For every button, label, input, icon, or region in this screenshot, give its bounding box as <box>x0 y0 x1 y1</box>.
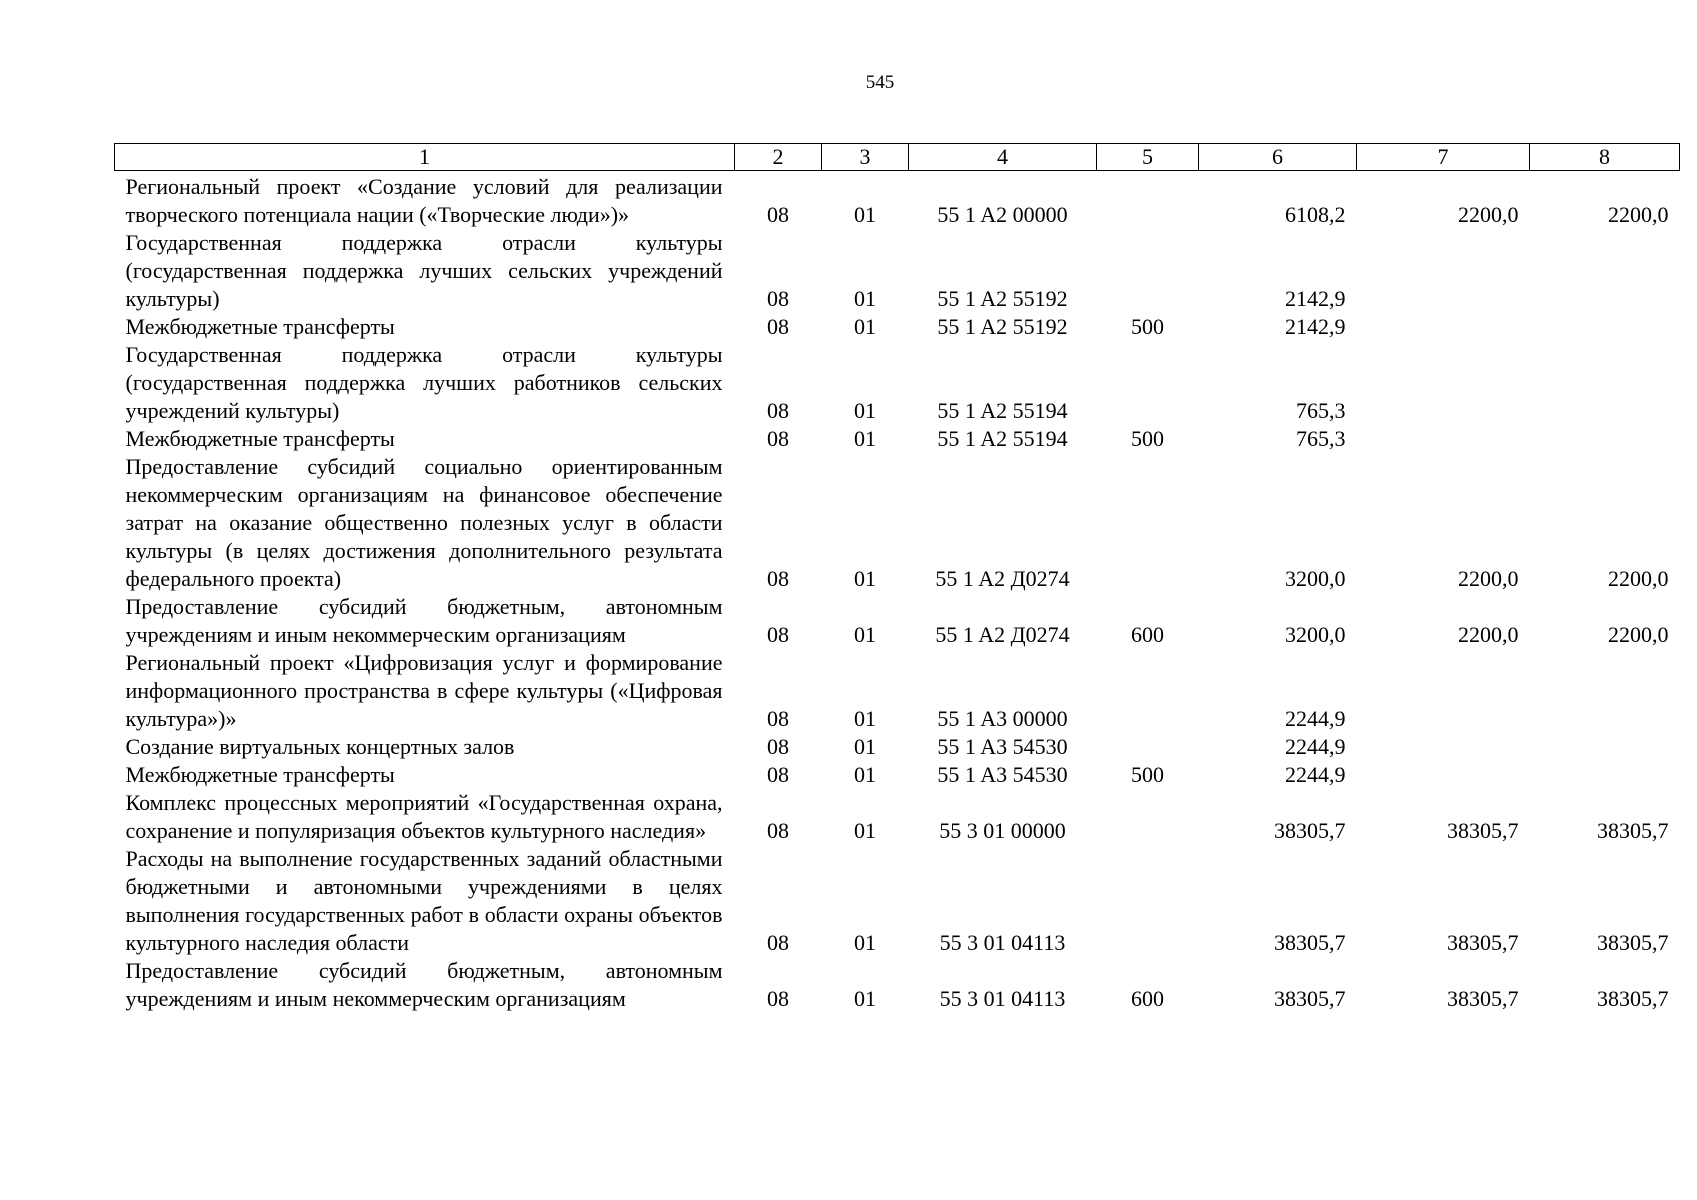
table-body <box>115 171 1680 1014</box>
amount-col-7: 2200,0 <box>1458 622 1519 647</box>
expense-type-code: 500 <box>1131 314 1164 339</box>
amount-col-6: 3200,0 <box>1285 566 1346 591</box>
table-row <box>115 789 1680 845</box>
expense-type-code: 500 <box>1131 762 1164 787</box>
amount-col-7 <box>1357 733 1530 761</box>
table-row <box>115 761 1680 789</box>
budget-table-container <box>114 143 1671 1013</box>
amount-col-6: 2244,9 <box>1285 706 1346 731</box>
target-article-code: 55 1 A3 00000 <box>937 706 1068 731</box>
item-description: Межбюджетные трансферты <box>125 426 395 451</box>
item-description: Комплекс процессных мероприятий «Государственная охрана, сохранение и популяризация объектов культурного наследия» <box>125 790 723 843</box>
subsection-code: 01 <box>854 314 876 339</box>
amount-col-6: 3200,0 <box>1285 622 1346 647</box>
amount-col-7: 2200,0 <box>1458 202 1519 227</box>
section-code: 08 <box>767 566 789 591</box>
amount-col-8 <box>1530 649 1680 733</box>
table-row <box>115 229 1680 313</box>
column-header: 6 <box>1199 144 1357 171</box>
subsection-code: 01 <box>854 734 876 759</box>
target-article-code: 55 3 01 04113 <box>939 930 1066 955</box>
column-header: 4 <box>909 144 1097 171</box>
section-code: 08 <box>767 314 789 339</box>
budget-table <box>114 143 1680 1013</box>
target-article-code: 55 1 A3 54530 <box>937 762 1068 787</box>
section-code: 08 <box>767 818 789 843</box>
column-header: 7 <box>1357 144 1530 171</box>
expense-type-code <box>1097 845 1199 957</box>
amount-col-7 <box>1357 425 1530 453</box>
amount-col-7: 38305,7 <box>1447 930 1519 955</box>
expense-type-code: 600 <box>1131 622 1164 647</box>
amount-col-8 <box>1530 733 1680 761</box>
expense-type-code <box>1097 229 1199 313</box>
section-code: 08 <box>767 202 789 227</box>
target-article-code: 55 1 A3 54530 <box>937 734 1068 759</box>
subsection-code: 01 <box>854 566 876 591</box>
amount-col-8: 38305,7 <box>1597 986 1669 1011</box>
subsection-code: 01 <box>854 426 876 451</box>
item-description: Предоставление субсидий социально ориентированным некоммерческим организациям на финансовое обеспечение затрат на оказание общественно полезных услуг в области культуры (в целях достижения дополнительного результата федерального проекта) <box>125 454 723 591</box>
target-article-code: 55 3 01 00000 <box>939 818 1066 843</box>
item-description: Региональный проект «Создание условий для реализации творческого потенциала нации («Творческие люди»)» <box>125 174 723 227</box>
amount-col-7 <box>1357 649 1530 733</box>
item-description: Межбюджетные трансферты <box>125 314 395 339</box>
section-code: 08 <box>767 762 789 787</box>
amount-col-7: 38305,7 <box>1447 986 1519 1011</box>
amount-col-7: 38305,7 <box>1447 818 1519 843</box>
target-article-code: 55 1 A2 55192 <box>937 286 1068 311</box>
column-header: 1 <box>115 144 735 171</box>
target-article-code: 55 1 A2 55194 <box>937 426 1068 451</box>
item-description: Расходы на выполнение государственных заданий областными бюджетными и автономными учреждениями в целях выполнения государственных работ в области охраны объектов культурного наследия области <box>125 846 723 955</box>
table-row <box>115 313 1680 341</box>
table-row <box>115 425 1680 453</box>
subsection-code: 01 <box>854 622 876 647</box>
amount-col-6: 6108,2 <box>1285 202 1346 227</box>
column-header: 5 <box>1097 144 1199 171</box>
target-article-code: 55 1 A2 00000 <box>937 202 1068 227</box>
table-header <box>115 144 1680 171</box>
expense-type-code <box>1097 171 1199 230</box>
subsection-code: 01 <box>854 706 876 731</box>
amount-col-6: 2142,9 <box>1285 314 1346 339</box>
amount-col-8: 2200,0 <box>1608 202 1669 227</box>
subsection-code: 01 <box>854 202 876 227</box>
amount-col-6: 2244,9 <box>1285 734 1346 759</box>
column-header: 2 <box>735 144 822 171</box>
subsection-code: 01 <box>854 398 876 423</box>
expense-type-code <box>1097 789 1199 845</box>
amount-col-8: 38305,7 <box>1597 818 1669 843</box>
table-row <box>115 593 1680 649</box>
amount-col-8: 38305,7 <box>1597 930 1669 955</box>
expense-type-code: 600 <box>1131 986 1164 1011</box>
table-row <box>115 453 1680 593</box>
amount-col-6: 38305,7 <box>1274 818 1346 843</box>
subsection-code: 01 <box>854 986 876 1011</box>
table-row <box>115 957 1680 1013</box>
header-row <box>115 144 1680 171</box>
item-description: Предоставление субсидий бюджетным, автономным учреждениям и иным некоммерческим организациям <box>125 958 723 1011</box>
section-code: 08 <box>767 426 789 451</box>
item-description: Государственная поддержка отрасли культуры (государственная поддержка лучших работников сельских учреждений культуры) <box>125 342 723 423</box>
amount-col-7 <box>1357 761 1530 789</box>
subsection-code: 01 <box>854 930 876 955</box>
amount-col-6: 765,3 <box>1296 426 1346 451</box>
section-code: 08 <box>767 986 789 1011</box>
expense-type-code <box>1097 649 1199 733</box>
subsection-code: 01 <box>854 286 876 311</box>
amount-col-8 <box>1530 341 1680 425</box>
table-row <box>115 171 1680 230</box>
amount-col-6: 38305,7 <box>1274 986 1346 1011</box>
amount-col-7 <box>1357 313 1530 341</box>
section-code: 08 <box>767 734 789 759</box>
section-code: 08 <box>767 706 789 731</box>
section-code: 08 <box>767 398 789 423</box>
expense-type-code <box>1097 733 1199 761</box>
item-description: Предоставление субсидий бюджетным, автономным учреждениям и иным некоммерческим организациям <box>125 594 723 647</box>
amount-col-6: 2142,9 <box>1285 286 1346 311</box>
amount-col-8 <box>1530 313 1680 341</box>
amount-col-6: 2244,9 <box>1285 762 1346 787</box>
amount-col-6: 765,3 <box>1296 398 1346 423</box>
target-article-code: 55 3 01 04113 <box>939 986 1066 1011</box>
target-article-code: 55 1 A2 55194 <box>937 398 1068 423</box>
page-number: 545 <box>865 72 895 93</box>
table-row <box>115 341 1680 425</box>
amount-col-7: 2200,0 <box>1458 566 1519 591</box>
column-header: 3 <box>822 144 909 171</box>
item-description: Государственная поддержка отрасли культуры (государственная поддержка лучших сельских учреждений культуры) <box>125 230 723 311</box>
expense-type-code <box>1097 453 1199 593</box>
subsection-code: 01 <box>854 762 876 787</box>
amount-col-8: 2200,0 <box>1608 622 1669 647</box>
item-description: Создание виртуальных концертных залов <box>125 734 515 759</box>
section-code: 08 <box>767 622 789 647</box>
table-row <box>115 649 1680 733</box>
amount-col-8 <box>1530 761 1680 789</box>
expense-type-code: 500 <box>1131 426 1164 451</box>
amount-col-8: 2200,0 <box>1608 566 1669 591</box>
amount-col-8 <box>1530 425 1680 453</box>
target-article-code: 55 1 A2 Д0274 <box>935 622 1070 647</box>
column-header: 8 <box>1530 144 1680 171</box>
expense-type-code <box>1097 341 1199 425</box>
amount-col-7 <box>1357 341 1530 425</box>
subsection-code: 01 <box>854 818 876 843</box>
item-description: Региональный проект «Цифровизация услуг и формирование информационного пространства в сфере культуры («Цифровая культура»)» <box>125 650 723 731</box>
target-article-code: 55 1 A2 Д0274 <box>935 566 1070 591</box>
table-row <box>115 733 1680 761</box>
section-code: 08 <box>767 930 789 955</box>
target-article-code: 55 1 A2 55192 <box>937 314 1068 339</box>
amount-col-8 <box>1530 229 1680 313</box>
item-description: Межбюджетные трансферты <box>125 762 395 787</box>
table-row <box>115 845 1680 957</box>
amount-col-7 <box>1357 229 1530 313</box>
section-code: 08 <box>767 286 789 311</box>
amount-col-6: 38305,7 <box>1274 930 1346 955</box>
